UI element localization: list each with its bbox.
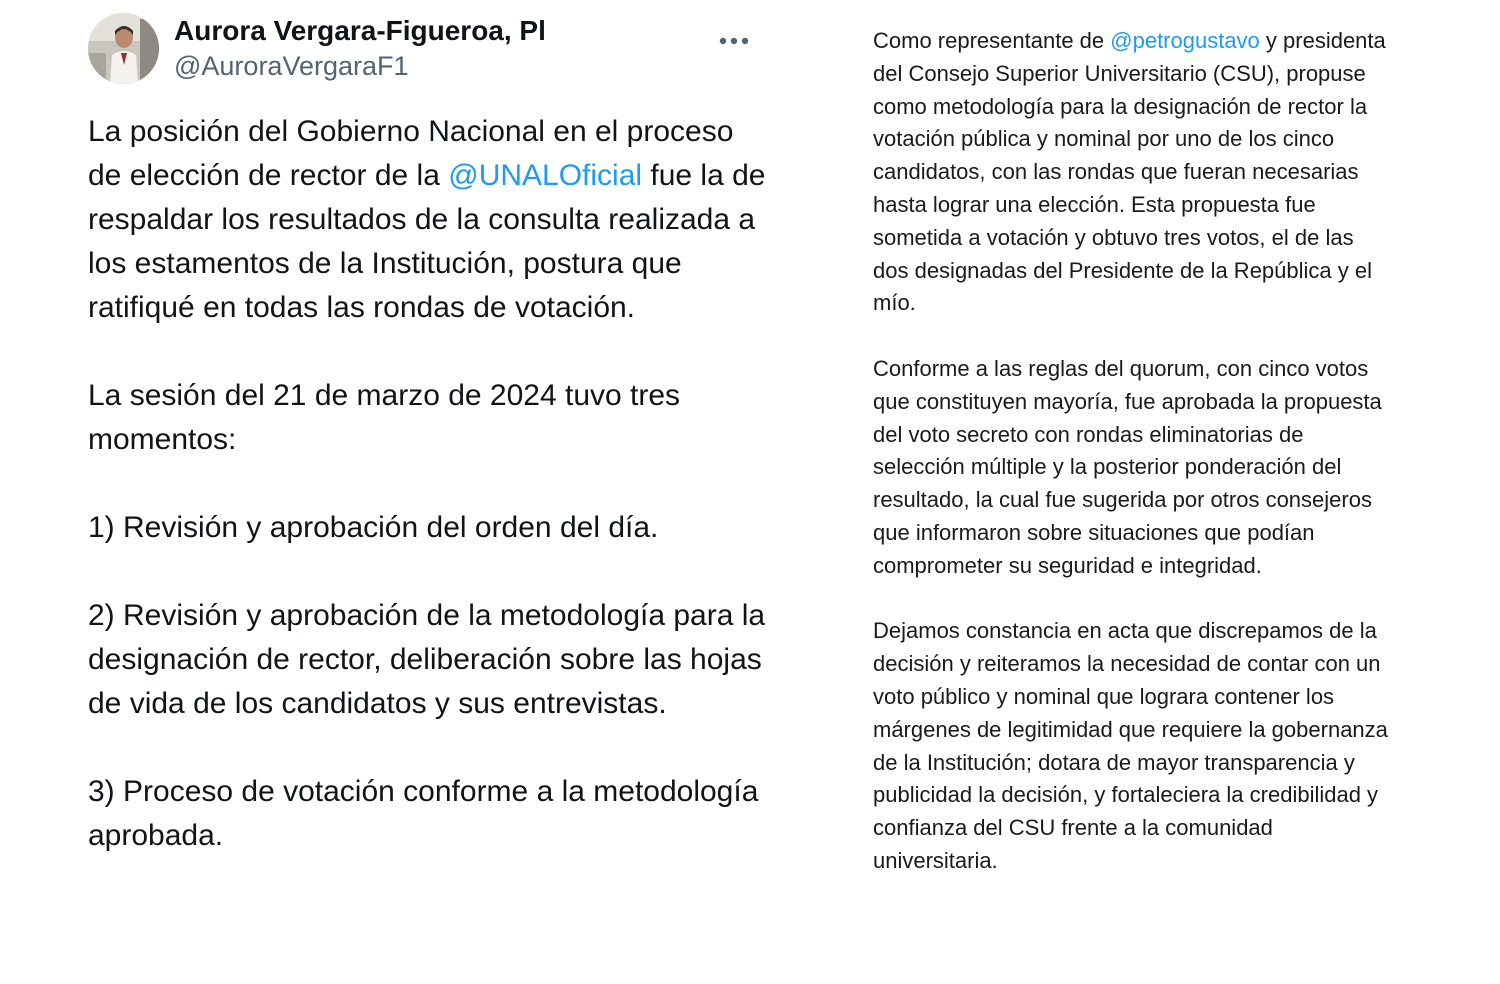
image-text-segment: y presidenta del Consejo Superior Universitario (CSU), propuse como metodología para la designación de rector la votación pública y nominal por uno de los cinco candidatos, con las rondas que fueran necesarias hasta lograr una elección. Esta propuesta fue sometida a votación y obtuvo tres votos, el de las dos designadas del Presidente de la República y el mío. bbox=[873, 28, 1386, 316]
mention-link-unaloficial[interactable]: @UNALOficial bbox=[448, 159, 643, 192]
mention-link-petrogustavo: @petrogustavo bbox=[1110, 28, 1260, 53]
image-paragraph bbox=[873, 25, 1393, 320]
image-paragraph: Dejamos constancia en acta que discrepamos de la decisión y reiteramos la necesidad de contar con un voto público y nominal que lograra contener los márgenes de legitimidad que requiere la gobernanza de la Institución; dotara de mayor transparencia y publicidad la decisión, y fortaleciera la credibilidad y confianza del CSU frente a la comunidad universitaria. bbox=[873, 618, 1388, 873]
tweet-text-segment: fue la de respaldar los resultados de la consulta realizada a los estamentos de la Institución, postura que ratifiqué en todas las rondas de votación. bbox=[88, 159, 766, 324]
tweet-list-item: 1) Revisión y aprobación del orden del día. bbox=[88, 511, 659, 544]
avatar-photo-icon bbox=[88, 13, 159, 84]
tweet-text bbox=[88, 110, 768, 858]
more-button[interactable] bbox=[710, 24, 758, 58]
tweet-text-segment: La posición del Gobierno Nacional en el proceso de elección de rector de la bbox=[88, 115, 734, 192]
attached-image-text[interactable] bbox=[873, 25, 1393, 878]
tweet-list-item: 2) Revisión y aprobación de la metodología para la designación de rector, deliberación sobre las hojas de vida de los candidatos y sus entrevistas. bbox=[88, 599, 766, 720]
tweet-paragraph bbox=[88, 110, 768, 330]
handle[interactable]: @AuroraVergaraF1 bbox=[174, 51, 409, 81]
tweet-list-item: 3) Proceso de votación conforme a la metodología aprobada. bbox=[88, 775, 759, 852]
tweet-paragraph: La sesión del 21 de marzo de 2024 tuvo tres momentos: bbox=[88, 379, 681, 456]
more-horizontal-icon bbox=[719, 37, 749, 45]
image-text-segment: Como representante de bbox=[873, 28, 1111, 53]
image-paragraph: Conforme a las reglas del quorum, con cinco votos que constituyen mayoría, fue aprobada la propuesta del voto secreto con rondas eliminatorias de selección múltiple y la posterior ponderación del resultado, la cual fue sugerida por otros consejeros que informaron sobre situaciones que podían comprometer su seguridad e integridad. bbox=[873, 355, 1382, 578]
avatar[interactable] bbox=[88, 13, 159, 84]
display-name[interactable]: Aurora Vergara-Figueroa, Pl bbox=[174, 15, 546, 46]
